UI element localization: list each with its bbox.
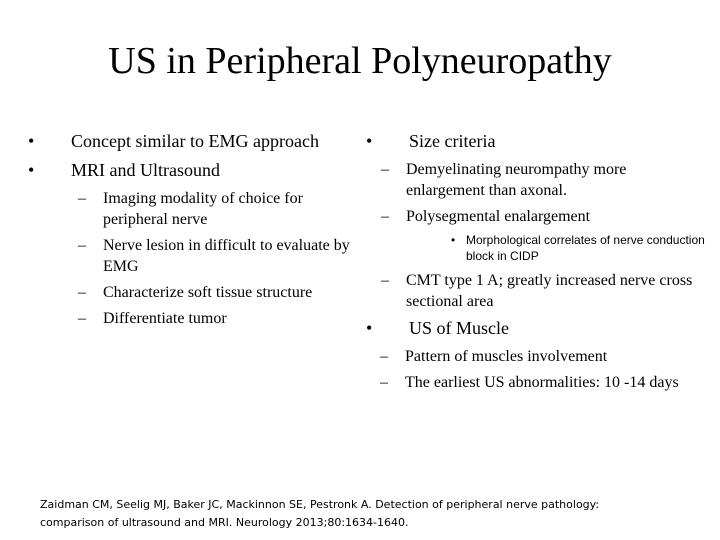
dash-icon: – — [78, 284, 86, 301]
bullet-icon: • — [366, 131, 373, 151]
sub-item-text: Characterize soft tissue structure — [103, 284, 313, 301]
bullet-item-emg — [28, 130, 358, 152]
bullet-icon: • — [28, 131, 35, 151]
bullet-text: Concept similar to EMG approach — [71, 131, 319, 151]
dash-icon: – — [78, 310, 86, 327]
muscle-sublist — [368, 346, 706, 393]
bullet-text: MRI and Ultrasound — [71, 160, 220, 180]
sub-item-earliest-abnormalities — [368, 372, 706, 393]
citation-line: Zaidman CM, Seelig MJ, Baker JC, Mackinnon SE, Pestronk A. Detection of peripheral nerve pathology: — [40, 498, 600, 511]
sub-item-polysegmental — [369, 206, 706, 227]
sub-item-nerve-lesion — [66, 235, 358, 277]
citation-line: comparison of ultrasound and MRI. Neurology 2013;80:1634-1640. — [40, 516, 409, 529]
sub-item-text: Demyelinating neurompathy more enlargement than axonal. — [406, 161, 627, 199]
size-criteria-sublist — [369, 159, 706, 312]
sub-item-text: Differentiate tumor — [103, 310, 227, 327]
bullet-text: Size criteria — [409, 131, 496, 151]
bullet-icon: • — [28, 160, 35, 180]
dash-icon: – — [78, 237, 86, 254]
sub-sub-item-text: Morphological correlates of nerve conduction block in CIDP — [466, 233, 705, 263]
bullet-icon: • — [366, 318, 373, 338]
dash-icon: – — [380, 374, 388, 391]
sub-item-text: The earliest US abnormalities: 10 -14 days — [405, 374, 679, 391]
bullet-item-mri — [28, 159, 358, 181]
sub-item-text: Nerve lesion in difficult to evaluate by EMG — [103, 237, 350, 275]
sub-sub-item-cidp — [369, 232, 706, 264]
bullet-item-us-of-muscle — [366, 317, 706, 339]
sub-item-text: Polysegmental enalargement — [406, 208, 591, 225]
sub-item-muscle-pattern — [368, 346, 706, 367]
dash-icon: – — [381, 208, 389, 225]
dash-icon: – — [78, 190, 86, 207]
sub-item-cmt — [369, 270, 706, 312]
bullet-item-size-criteria — [366, 130, 706, 152]
left-column — [28, 130, 358, 334]
dash-icon: – — [381, 161, 389, 178]
sub-item-imaging-modality — [66, 188, 358, 230]
sub-item-tumor — [66, 308, 358, 329]
slide-title: US in Peripheral Polyneuropathy — [108, 40, 612, 82]
right-column — [366, 130, 706, 398]
sub-item-demyelinating — [369, 159, 706, 201]
dash-icon: – — [381, 272, 389, 289]
sub-item-text: Pattern of muscles involvement — [405, 348, 608, 365]
citation — [40, 496, 690, 532]
sub-item-soft-tissue — [66, 282, 358, 303]
dash-icon: – — [380, 348, 388, 365]
mri-sublist — [66, 188, 358, 329]
bullet-icon: • — [451, 233, 456, 247]
bullet-text: US of Muscle — [409, 318, 509, 338]
sub-item-text: CMT type 1 A; greatly increased nerve cross sectional area — [406, 272, 693, 310]
sub-item-text: Imaging modality of choice for peripheral nerve — [103, 190, 303, 228]
